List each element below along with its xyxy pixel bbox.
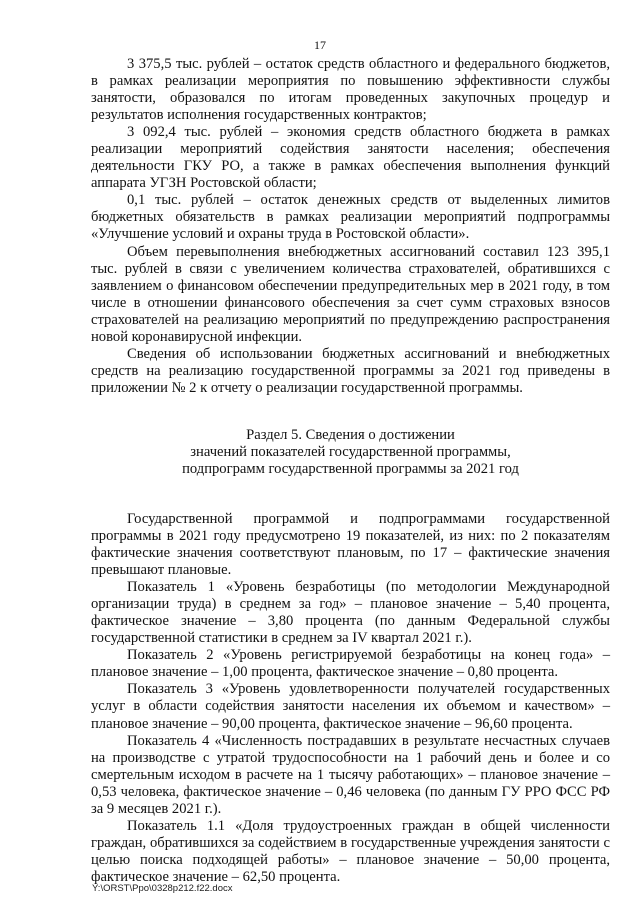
paragraph: Государственной программой и подпрограммами государственной программы в 2021 году предусмотрено 19 показателей, из них: по 2 показателям фактические значения соответствуют плановым, по 17 – фактические значения превышают плановые. xyxy=(91,510,610,579)
paragraph: Сведения об использовании бюджетных ассигнований и внебюджетных средств на реализацию государственной программы за 2021 год приведены в приложении № 2 к отчету о реализации государственной программы. xyxy=(91,345,610,396)
section-heading-line: подпрограмм государственной программы за 2021 год xyxy=(182,460,519,477)
paragraph: 3 092,4 тыс. рублей – экономия средств областного бюджета в рамках реализации мероприятий содействия занятости населения; обеспечения деятельности ГКУ РО, а также в рамках обеспечения выполнения функций аппарата УГЗН Ростовской области; xyxy=(91,124,610,192)
section-heading-line: значений показателей государственной программы, xyxy=(190,443,511,460)
footer-file-path: Y:\ORST\Ppo\0328p212.f22.docx xyxy=(92,883,233,894)
paragraph: 0,1 тыс. рублей – остаток денежных средств от выделенных лимитов бюджетных обязательств в рамках реализации мероприятий подпрограммы «Улучшение условий и охраны труда в Ростовской области». xyxy=(91,192,610,243)
section-heading xyxy=(91,427,610,478)
paragraph: Показатель 2 «Уровень регистрируемой безработицы на конец года» – плановое значение – 1,00 процента, фактическое значение – 0,80 процента. xyxy=(91,647,610,681)
paragraph: Показатель 1 «Уровень безработицы (по методологии Международной организации труда) в среднем за год» – плановое значение – 5,40 процента, фактическое значение – 3,80 процента (по данным Федеральной службы государственной статистики в среднем за IV квартал 2021 г.). xyxy=(91,579,610,647)
document-body xyxy=(91,56,610,886)
paragraph: Показатель 4 «Численность пострадавших в результате несчастных случаев на производстве с утратой трудоспособности на 1 рабочий день и более и со смертельным исходом в расчете на 1 тысячу работающих» – плановое значение – 0,53 человека, фактическое значение – 0,46 человека (по данным ГУ РРО ФСС РФ за 9 месяцев 2021 г.). xyxy=(91,732,610,817)
section-heading-line: Раздел 5. Сведения о достижении xyxy=(246,426,455,443)
page-number: 17 xyxy=(314,38,326,52)
paragraph: Показатель 1.1 «Доля трудоустроенных граждан в общей численности граждан, обратившихся за содействием в государственные учреждения занятости с целью поиска подходящей работы» – плановое значение – 50,00 процента, фактическое значение – 62,50 процента. xyxy=(91,817,610,885)
paragraph: 3 375,5 тыс. рублей – остаток средств областного и федерального бюджетов, в рамках реализации мероприятия по повышению эффективности службы занятости, образовался по итогам проведенных закупочных процедур и результатов исполнения государственных контрактов; xyxy=(91,56,610,124)
paragraph: Показатель 3 «Уровень удовлетворенности получателей государственных услуг в области содействия занятости населения их объемом и качеством» – плановое значение – 90,00 процента, фактическое значение – 96,60 процента. xyxy=(91,681,610,732)
paragraph: Объем перевыполнения внебюджетных ассигнований составил 123 395,1 тыс. рублей в связи с увеличением количества страхователей, обратившихся с заявлением о финансовом обеспечении предупредительных мер в 2021 году, в том числе в отношении финансового обеспечения за счет сумм страховых взносов страхователей на реализацию мероприятий по предупреждению распространения новой коронавирусной инфекции. xyxy=(91,243,610,345)
